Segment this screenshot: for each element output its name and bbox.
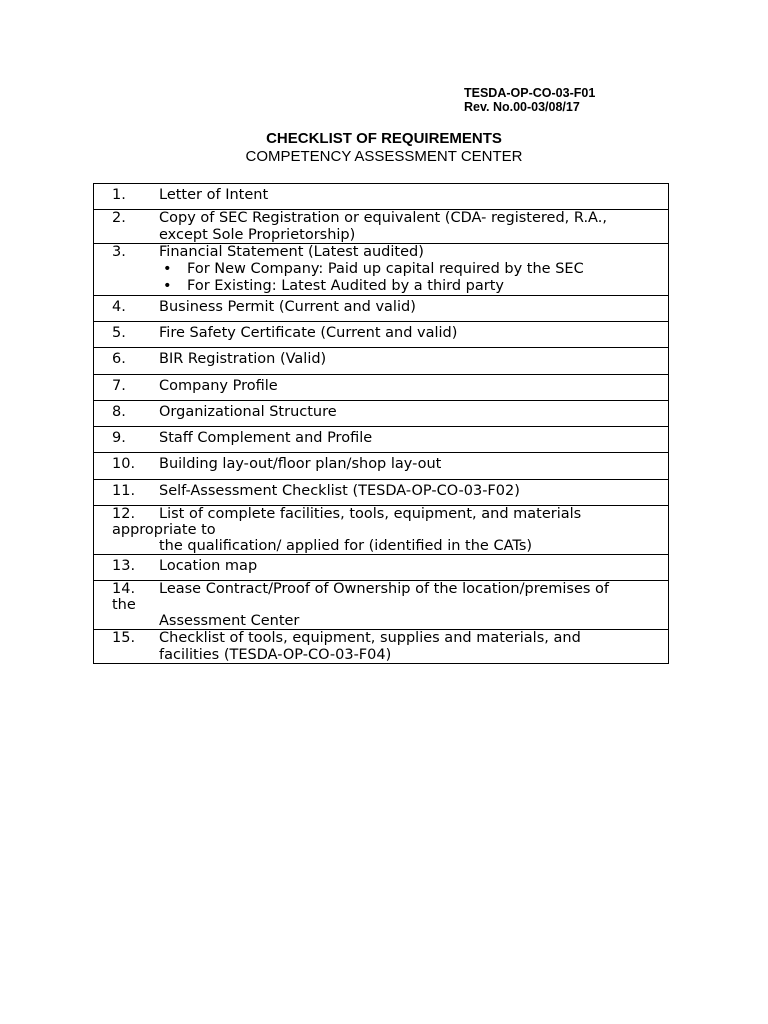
item-text: Location map	[159, 558, 258, 574]
table-row	[94, 244, 669, 296]
table-row	[94, 348, 669, 375]
item-text: Fire Safety Certificate (Current and valid)	[159, 325, 458, 341]
item-text-line2: appropriate to	[112, 522, 216, 538]
item-text: Organizational Structure	[159, 404, 337, 420]
item-number: 14.	[112, 581, 136, 597]
list-item	[159, 261, 668, 278]
item-text-line2: the	[112, 597, 136, 613]
table-cell	[94, 630, 669, 664]
item-number: 7.	[112, 378, 126, 394]
requirements-table	[93, 183, 669, 664]
table-row	[94, 506, 669, 555]
bullet-icon: •	[163, 278, 172, 294]
table-row	[94, 322, 669, 348]
item-number: 3.	[112, 244, 126, 260]
item-text: Copy of SEC Registration or equivalent (CDA- registered, R.A.,	[159, 210, 607, 226]
table-row	[94, 210, 669, 244]
page-subtitle: COMPETENCY ASSESSMENT CENTER	[245, 148, 523, 165]
page-title: CHECKLIST OF REQUIREMENTS	[266, 130, 502, 147]
table-cell	[94, 453, 669, 480]
table-cell	[94, 375, 669, 401]
item-text: Building lay-out/floor plan/shop lay-out	[159, 456, 442, 472]
table-cell	[94, 244, 669, 296]
bullet-icon: •	[163, 261, 172, 277]
document-code-block	[464, 86, 595, 114]
revision-number: Rev. No.00-03/08/17	[464, 100, 580, 114]
item-text: Financial Statement (Latest audited)	[159, 244, 424, 260]
table-cell	[94, 555, 669, 581]
item-number: 5.	[112, 325, 126, 341]
item-text-continued: except Sole Proprietorship)	[159, 227, 356, 243]
item-text: Checklist of tools, equipment, supplies and materials, and	[159, 630, 581, 646]
item-number: 15.	[112, 630, 136, 646]
item-text: Company Profile	[159, 378, 278, 394]
item-number: 6.	[112, 351, 126, 367]
item-text	[112, 506, 662, 522]
table-cell	[94, 581, 669, 630]
table-row	[94, 581, 669, 630]
item-number: 2.	[112, 210, 126, 226]
table-row	[94, 427, 669, 453]
item-text: Letter of Intent	[159, 187, 269, 203]
item-text	[112, 581, 662, 597]
bullet-text: For New Company: Paid up capital required by the SEC	[187, 261, 584, 277]
item-number: 9.	[112, 430, 126, 446]
sub-list	[159, 261, 668, 295]
table-row	[94, 401, 669, 427]
table-row	[94, 296, 669, 322]
table-row	[94, 453, 669, 480]
item-number: 13.	[112, 558, 136, 574]
item-number: 4.	[112, 299, 126, 315]
title-block	[0, 130, 768, 166]
table-cell	[94, 210, 669, 244]
table-row	[94, 480, 669, 506]
item-text: Self-Assessment Checklist (TESDA-OP-CO-03-F02)	[159, 483, 520, 499]
item-number: 11.	[112, 483, 136, 499]
table-cell	[94, 322, 669, 348]
table-cell	[94, 401, 669, 427]
table-cell	[94, 296, 669, 322]
item-text-continued: the qualification/ applied for (identified in the CATs)	[159, 538, 533, 554]
document-code: TESDA-OP-CO-03-F01	[464, 86, 596, 100]
item-number: 10.	[112, 456, 136, 472]
table-cell	[94, 480, 669, 506]
list-item	[159, 278, 668, 295]
table-cell	[94, 427, 669, 453]
table-row	[94, 630, 669, 664]
table-cell	[94, 184, 669, 210]
bullet-text: For Existing: Latest Audited by a third party	[187, 278, 505, 294]
table-row	[94, 184, 669, 210]
item-text-line1: List of complete facilities, tools, equipment, and materials	[159, 506, 582, 522]
table-cell	[94, 506, 669, 555]
item-text-line1: Lease Contract/Proof of Ownership of the location/premises of	[159, 581, 610, 597]
item-text: Staff Complement and Profile	[159, 430, 373, 446]
item-text: Business Permit (Current and valid)	[159, 299, 416, 315]
item-text-continued: facilities (TESDA-OP-CO-03-F04)	[159, 647, 392, 663]
item-text-continued: Assessment Center	[159, 613, 300, 629]
item-number: 8.	[112, 404, 126, 420]
table-row	[94, 555, 669, 581]
item-text: BIR Registration (Valid)	[159, 351, 327, 367]
table-row	[94, 375, 669, 401]
item-number: 1.	[112, 187, 126, 203]
table-cell	[94, 348, 669, 375]
item-number: 12.	[112, 506, 136, 522]
